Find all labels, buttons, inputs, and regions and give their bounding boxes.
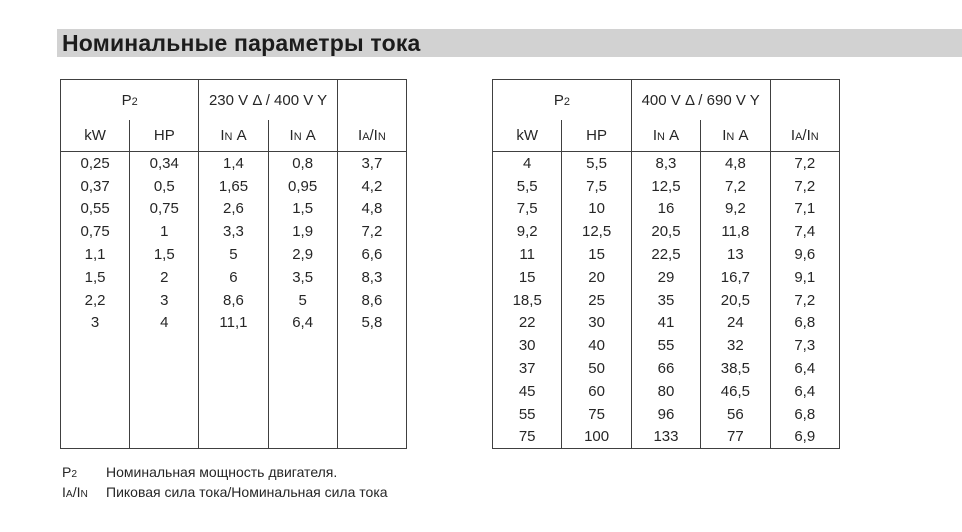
table-cell: 9,2 [493, 220, 562, 243]
table-body [61, 152, 407, 335]
table-filler [61, 334, 407, 449]
table-row [61, 220, 407, 243]
table-cell: 5 [199, 243, 268, 266]
table-cell: 2,6 [199, 198, 268, 221]
table-cell: 8,3 [631, 152, 700, 175]
empty-group-header [770, 80, 839, 121]
table-cell: 4,2 [337, 175, 406, 198]
col-header-in-a: IN A [631, 120, 700, 152]
table-cell: 0,37 [61, 175, 130, 198]
table-row [61, 152, 407, 175]
page-title: Номинальные параметры тока [62, 30, 421, 56]
table-cell: 37 [493, 357, 562, 380]
table-cell: 7,4 [770, 220, 839, 243]
table-cell: 1 [130, 220, 199, 243]
table-cell: 45 [493, 380, 562, 403]
table-cell: 20,5 [701, 289, 770, 312]
table-cell: 0,95 [268, 175, 337, 198]
table-cell: 32 [701, 334, 770, 357]
table-cell: 35 [631, 289, 700, 312]
table-cell: 96 [631, 403, 700, 426]
col-header-kw: kW [61, 120, 130, 152]
table-row [493, 403, 840, 426]
table-row [493, 289, 840, 312]
table-row [61, 312, 407, 335]
table-cell: 4 [493, 152, 562, 175]
table-cell: 22 [493, 312, 562, 335]
table-cell: 7,5 [493, 198, 562, 221]
table-cell: 7,2 [770, 175, 839, 198]
col-header-in-a: IN A [199, 120, 268, 152]
table-cell: 0,75 [130, 198, 199, 221]
table-cell: 29 [631, 266, 700, 289]
table-cell: 25 [562, 289, 631, 312]
table-cell: 7,1 [770, 198, 839, 221]
table-cell: 1,1 [61, 243, 130, 266]
footnote-label-p2: P2 [62, 464, 78, 480]
table-cell: 38,5 [701, 357, 770, 380]
table-cell: 41 [631, 312, 700, 335]
table-cell: 6 [199, 266, 268, 289]
table-cell: 20,5 [631, 220, 700, 243]
table-cell: 16,7 [701, 266, 770, 289]
table-cell: 3 [130, 289, 199, 312]
table-cell: 3 [61, 312, 130, 335]
table-cell: 22,5 [631, 243, 700, 266]
table-cell: 6,8 [770, 312, 839, 335]
table-cell: 8,6 [337, 289, 406, 312]
table-cell: 4 [130, 312, 199, 335]
col-header-hp: HP [130, 120, 199, 152]
table-cell: 8,6 [199, 289, 268, 312]
table-cell: 7,5 [562, 175, 631, 198]
footnotes [62, 464, 388, 503]
table-cell: 1,5 [61, 266, 130, 289]
table-header [61, 80, 407, 152]
table-cell: 50 [562, 357, 631, 380]
table-cell: 0,55 [61, 198, 130, 221]
table-cell: 100 [562, 426, 631, 449]
table-row [61, 289, 407, 312]
table-cell: 55 [493, 403, 562, 426]
table-cell: 7,2 [337, 220, 406, 243]
table-header [493, 80, 840, 152]
p2-base: P [121, 91, 132, 109]
table-cell: 75 [493, 426, 562, 449]
voltage-column-group-header: 400 V Δ / 690 V Y [631, 80, 770, 121]
table-cell: 5,5 [493, 175, 562, 198]
table-cell: 7,2 [770, 289, 839, 312]
table-cell: 6,9 [770, 426, 839, 449]
table-cell: 60 [562, 380, 631, 403]
footnote-row-ia-in [62, 484, 388, 504]
table-cell: 2,9 [268, 243, 337, 266]
table-cell: 18,5 [493, 289, 562, 312]
table-row [493, 312, 840, 335]
table-cell: 1,5 [130, 243, 199, 266]
table-cell: 9,2 [701, 198, 770, 221]
table-cell: 6,8 [770, 403, 839, 426]
p2-subscript: 2 [131, 95, 138, 108]
table-row [493, 426, 840, 449]
table-cell: 133 [631, 426, 700, 449]
table-cell: 75 [562, 403, 631, 426]
table-cell: 12,5 [562, 220, 631, 243]
table-cell: 12,5 [631, 175, 700, 198]
table-cell: 9,1 [770, 266, 839, 289]
table-row [61, 266, 407, 289]
table-cell: 15 [562, 243, 631, 266]
table-cell: 40 [562, 334, 631, 357]
ratings-table-230-400 [60, 79, 407, 449]
table-cell: 30 [493, 334, 562, 357]
table-cell: 7,2 [770, 152, 839, 175]
p2-subscript: 2 [563, 95, 570, 108]
table-cell: 15 [493, 266, 562, 289]
ratings-table-400-690 [492, 79, 840, 449]
table-cell: 0,5 [130, 175, 199, 198]
table-cell: 7,2 [701, 175, 770, 198]
table-cell: 11,8 [701, 220, 770, 243]
col-header-kw: kW [493, 120, 562, 152]
table-cell: 30 [562, 312, 631, 335]
table-cell: 6,4 [268, 312, 337, 335]
table-cell: 8,3 [337, 266, 406, 289]
table-cell: 66 [631, 357, 700, 380]
table-row [61, 175, 407, 198]
table-cell: 5 [268, 289, 337, 312]
col-header-in-a: IN A [701, 120, 770, 152]
table-row [493, 334, 840, 357]
table-cell: 4,8 [701, 152, 770, 175]
table-body [493, 152, 840, 449]
table-cell: 3,5 [268, 266, 337, 289]
table-row [493, 266, 840, 289]
table-cell: 16 [631, 198, 700, 221]
footnote-row-p2 [62, 464, 388, 484]
table-row [493, 152, 840, 175]
table-row [61, 198, 407, 221]
table-cell: 10 [562, 198, 631, 221]
table-cell: 77 [701, 426, 770, 449]
table-cell: 0,34 [130, 152, 199, 175]
table-cell: 80 [631, 380, 700, 403]
table-cell: 11 [493, 243, 562, 266]
table-cell: 46,5 [701, 380, 770, 403]
table-cell: 5,8 [337, 312, 406, 335]
table-cell: 55 [631, 334, 700, 357]
table-cell: 11,1 [199, 312, 268, 335]
empty-group-header [337, 80, 406, 121]
table-cell: 0,25 [61, 152, 130, 175]
table-row [61, 243, 407, 266]
col-header-ia-in: IA/IN [770, 120, 839, 152]
p2-base: P [553, 91, 564, 109]
section-title-bar [57, 29, 962, 57]
footnote-text: Пиковая сила тока/Номинальная сила тока [106, 483, 388, 500]
p2-column-group-header [61, 80, 199, 121]
table-row [493, 175, 840, 198]
col-header-ia-in: IA/IN [337, 120, 406, 152]
table-row [493, 243, 840, 266]
voltage-column-group-header: 230 V Δ / 400 V Y [199, 80, 337, 121]
table-cell: 6,4 [770, 380, 839, 403]
table-cell: 13 [701, 243, 770, 266]
table-cell: 0,75 [61, 220, 130, 243]
table-cell: 2 [130, 266, 199, 289]
table-cell: 1,5 [268, 198, 337, 221]
table-cell: 9,6 [770, 243, 839, 266]
table-cell: 0,8 [268, 152, 337, 175]
table-cell: 6,4 [770, 357, 839, 380]
table-cell: 5,5 [562, 152, 631, 175]
p2-column-group-header [493, 80, 632, 121]
table-cell: 1,4 [199, 152, 268, 175]
table-cell: 3,7 [337, 152, 406, 175]
footnote-label-ia-in: IA/IN [62, 483, 88, 500]
table-row [493, 220, 840, 243]
col-header-hp: HP [562, 120, 631, 152]
table-cell: 7,3 [770, 334, 839, 357]
table-cell: 56 [701, 403, 770, 426]
table-row [493, 357, 840, 380]
table-cell: 1,65 [199, 175, 268, 198]
table-cell: 2,2 [61, 289, 130, 312]
table-cell: 1,9 [268, 220, 337, 243]
col-header-in-a: IN A [268, 120, 337, 152]
table-cell: 20 [562, 266, 631, 289]
table-cell: 4,8 [337, 198, 406, 221]
table-row [493, 380, 840, 403]
table-cell: 24 [701, 312, 770, 335]
table-cell: 3,3 [199, 220, 268, 243]
footnote-text: Номинальная мощность двигателя. [106, 464, 338, 480]
table-row [493, 198, 840, 221]
table-cell: 6,6 [337, 243, 406, 266]
